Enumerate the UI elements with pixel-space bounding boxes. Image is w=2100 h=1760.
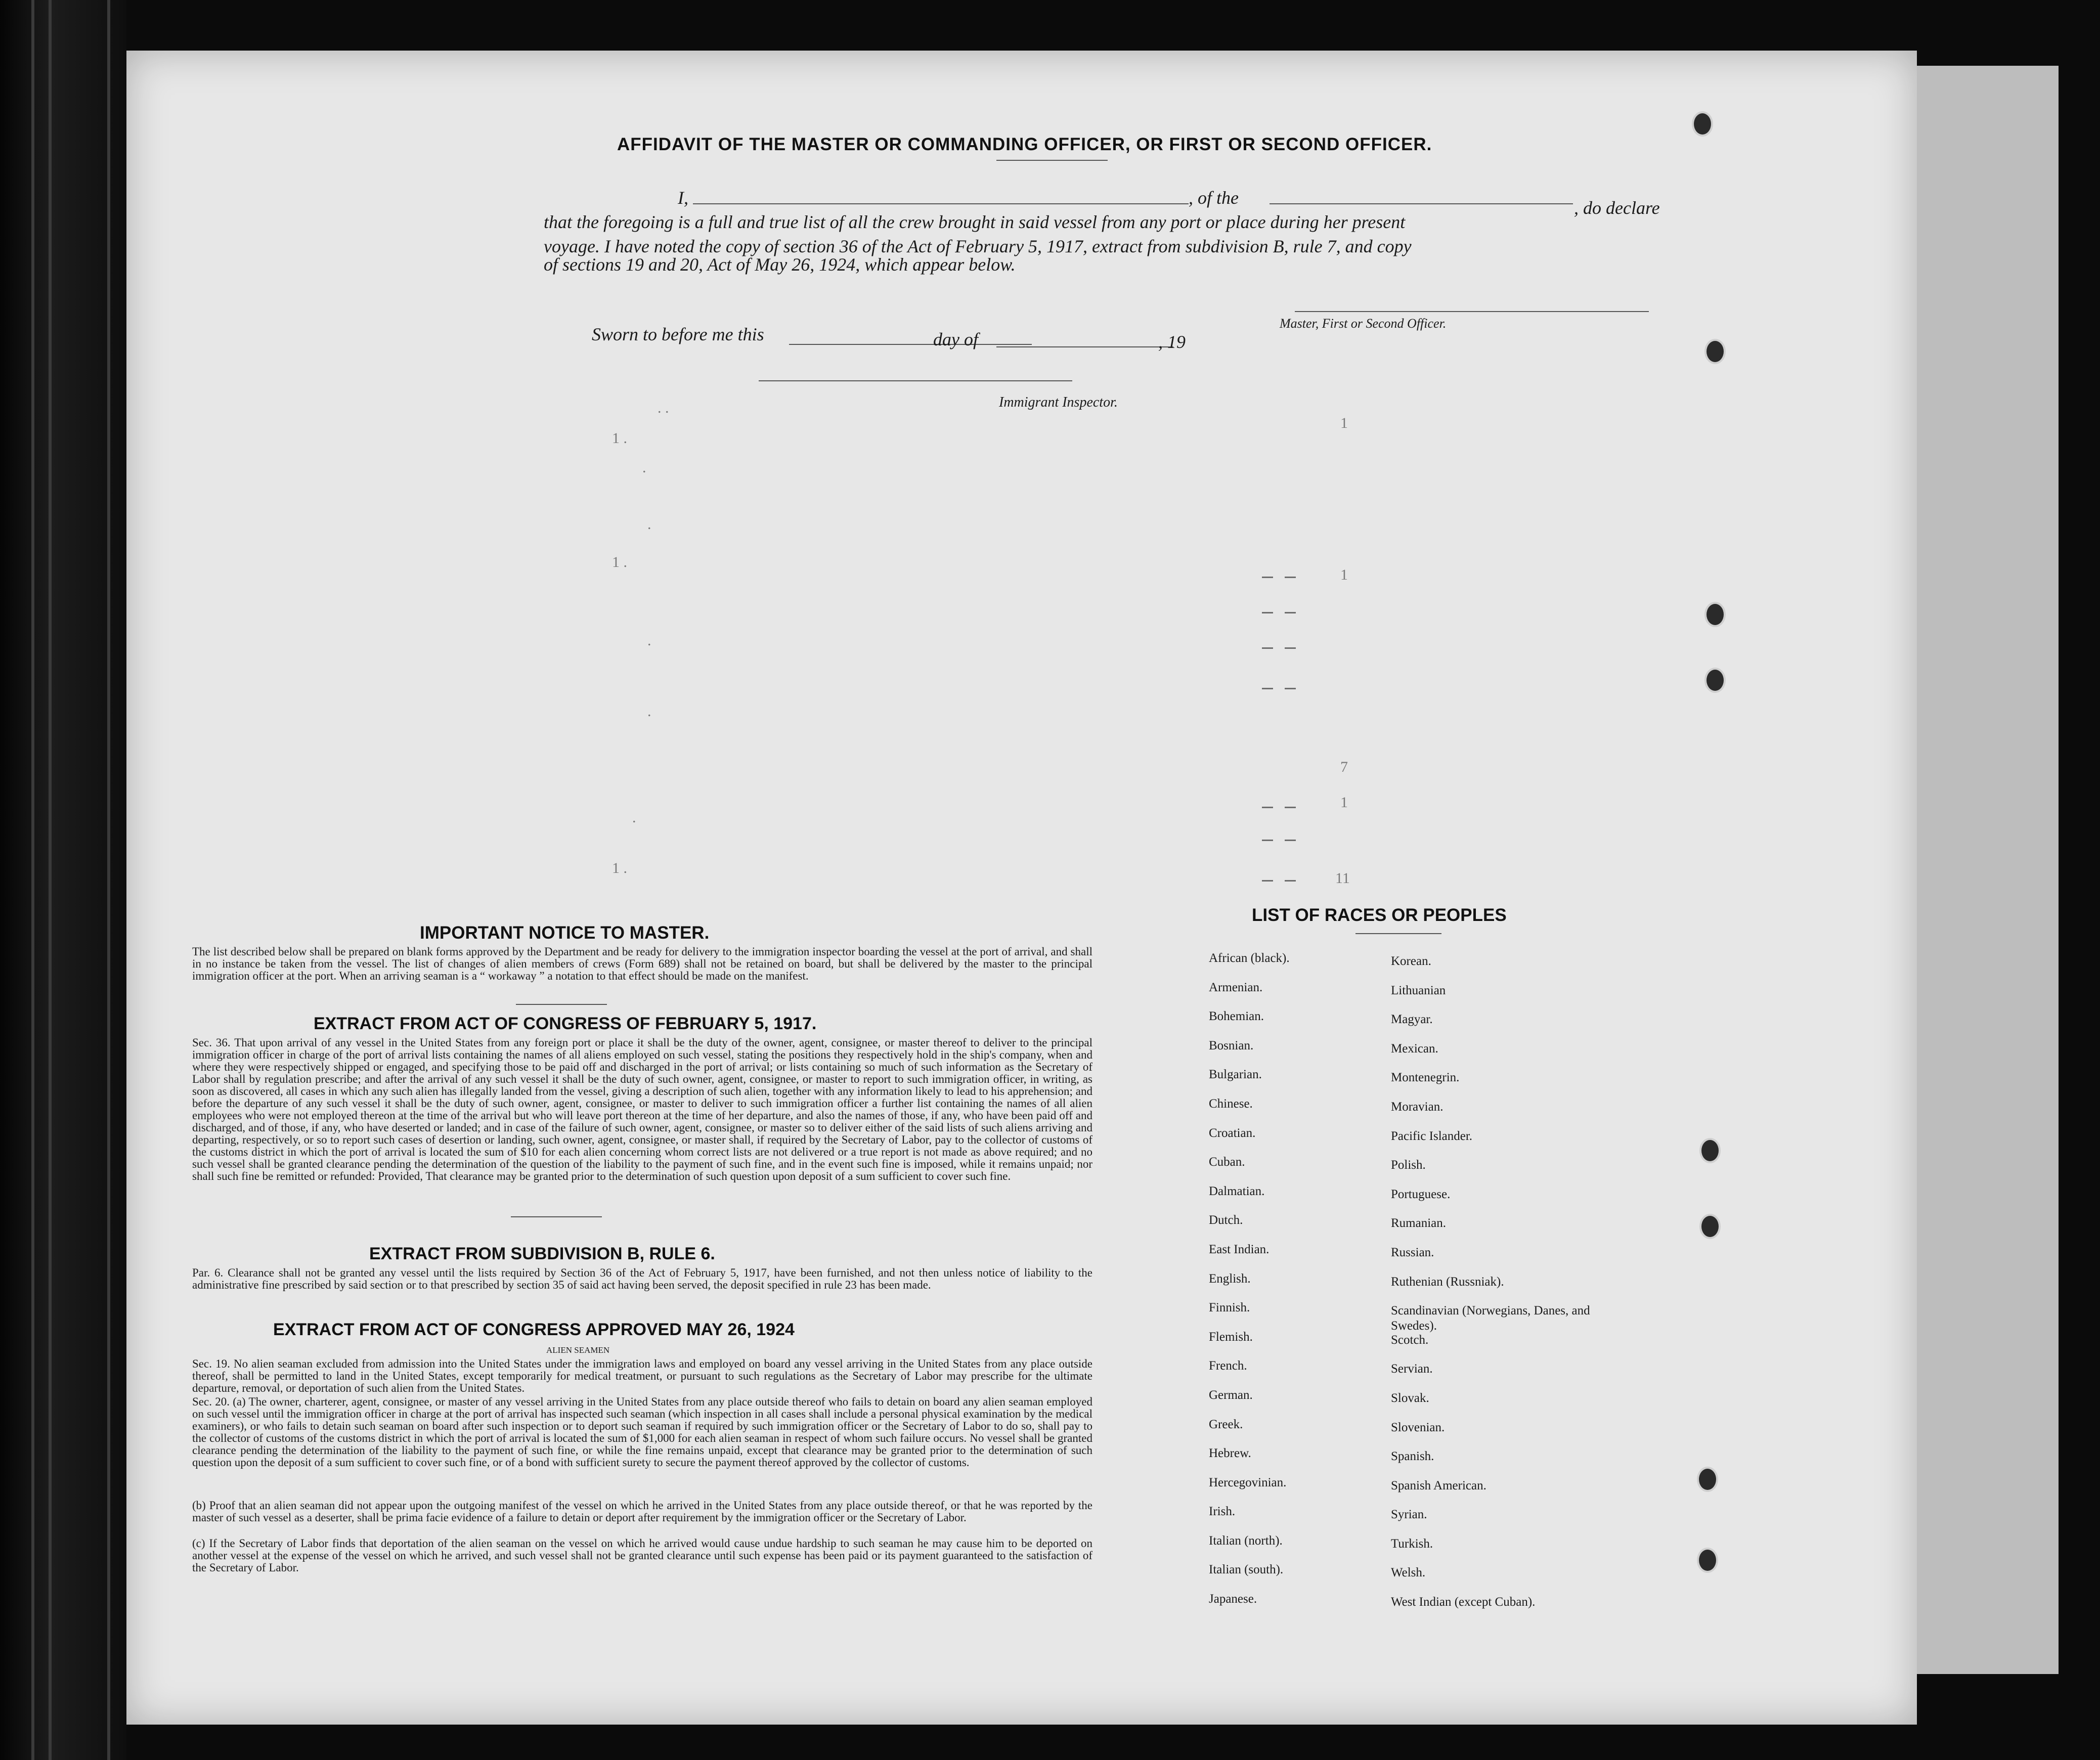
bleed-through-dash xyxy=(1285,612,1296,613)
bleed-through-mark: 1 xyxy=(1340,794,1348,811)
race-item: Syrian. xyxy=(1391,1508,1427,1522)
race-item: West Indian (except Cuban). xyxy=(1391,1595,1536,1609)
bleed-through-mark: 11 xyxy=(1335,870,1350,887)
race-item: Hebrew. xyxy=(1209,1446,1251,1461)
divider xyxy=(516,1004,607,1005)
punch-hole xyxy=(1697,1548,1718,1573)
manifest-back-page xyxy=(126,51,1917,1725)
race-item: Italian (south). xyxy=(1209,1563,1284,1577)
bleed-through-mark: 1 . xyxy=(612,860,627,876)
sworn-day-line xyxy=(789,344,1032,345)
race-item: Slovenian. xyxy=(1391,1420,1445,1434)
race-item: Rumanian. xyxy=(1391,1216,1447,1230)
race-item: Bosnian. xyxy=(1209,1038,1254,1052)
race-item: Japanese. xyxy=(1209,1592,1257,1606)
races-title: LIST OF RACES OR PEOPLES xyxy=(1252,905,1507,925)
race-item: Russian. xyxy=(1391,1245,1434,1259)
race-item: Hercegovinian. xyxy=(1209,1475,1287,1489)
bleed-through-dash xyxy=(1262,840,1273,841)
race-item: Portuguese. xyxy=(1391,1187,1451,1201)
punch-hole xyxy=(1704,602,1726,627)
race-item: Polish. xyxy=(1391,1158,1426,1172)
race-item: Dalmatian. xyxy=(1209,1184,1265,1198)
race-item: Croatian. xyxy=(1209,1126,1256,1140)
punch-hole xyxy=(1699,1138,1721,1163)
race-item: East Indian. xyxy=(1209,1242,1270,1256)
affidavit-line1-mid: , of the xyxy=(1189,188,1239,208)
officer-label: Master, First or Second Officer. xyxy=(1280,316,1447,331)
race-item: Ruthenian (Russniak). xyxy=(1391,1274,1504,1289)
bleed-through-mark: 1 . xyxy=(612,554,627,570)
race-item: Bulgarian. xyxy=(1209,1068,1262,1082)
affidavit-title: AFFIDAVIT OF THE MASTER OR COMMANDING OFFICER, OR FIRST OR SECOND OFFICER. xyxy=(617,135,1432,154)
race-item: Spanish American. xyxy=(1391,1478,1486,1492)
race-item: African (black). xyxy=(1209,951,1290,965)
divider xyxy=(511,1216,602,1217)
bleed-through-dash xyxy=(1285,647,1296,649)
race-item: Cuban. xyxy=(1209,1155,1245,1169)
binder-stitch-line xyxy=(31,0,34,1760)
bleed-through-dash xyxy=(1285,880,1296,882)
bleed-through-dash xyxy=(1285,840,1296,841)
bleed-through-mark: . xyxy=(632,809,636,826)
race-item: Scandinavian (Norwegians, Danes, and Swedes). xyxy=(1391,1304,1590,1333)
extract3-sec20c: (c) If the Secretary of Labor finds that deportation of the alien seaman on the vessel on which he arrived would cause undue hardship to such seaman he may cause him to be deported on another vessel at the expense of the vessel on which he arrived, and such vessel shall not be granted clearance until such expense has been paid or its payment guaranteed to the satisfaction of the Secretary of Labor. xyxy=(192,1537,1092,1574)
race-item: Flemish. xyxy=(1209,1330,1253,1344)
vessel-blank-line xyxy=(1270,203,1573,204)
bleed-through-mark: . xyxy=(642,459,646,476)
extract1-title: EXTRACT FROM ACT OF CONGRESS OF FEBRUARY 5, 1917. xyxy=(314,1014,817,1033)
race-item: Pacific Islander. xyxy=(1391,1129,1473,1143)
bleed-through-mark: . xyxy=(647,516,651,533)
bleed-through-mark: 1 . xyxy=(612,430,627,447)
race-item: Montenegrin. xyxy=(1391,1071,1460,1085)
bleed-through-mark: . xyxy=(647,632,651,649)
race-item: Finnish. xyxy=(1209,1301,1250,1315)
race-item: Spanish. xyxy=(1391,1449,1434,1464)
sworn-month-line xyxy=(996,346,1173,347)
race-item: English. xyxy=(1209,1271,1251,1286)
race-item: Irish. xyxy=(1209,1505,1236,1519)
bleed-through-dash xyxy=(1285,807,1296,808)
bleed-through-dash xyxy=(1262,577,1273,578)
bleed-through-dash xyxy=(1285,577,1296,578)
extract3-subtitle: ALIEN SEAMEN xyxy=(546,1345,610,1355)
bleed-through-dash xyxy=(1262,688,1273,689)
bleed-through-mark: 1 xyxy=(1340,415,1348,431)
bleed-through-mark: . xyxy=(647,703,651,720)
race-item: Greek. xyxy=(1209,1417,1243,1431)
race-item: Mexican. xyxy=(1391,1041,1438,1055)
punch-hole xyxy=(1704,339,1726,364)
sworn-end: , 19 xyxy=(1158,332,1186,352)
race-item: Italian (north). xyxy=(1209,1533,1283,1548)
extract3-title: EXTRACT FROM ACT OF CONGRESS APPROVED MAY 26, 1924 xyxy=(273,1320,795,1339)
divider xyxy=(996,160,1108,161)
name-blank-line xyxy=(693,203,1189,204)
affidavit-line1-start: I, xyxy=(678,188,688,208)
bleed-through-dash xyxy=(1262,807,1273,808)
race-item: Servian. xyxy=(1391,1362,1433,1376)
punch-hole xyxy=(1697,1467,1718,1492)
inspector-signature-line xyxy=(759,380,1072,381)
races-column-right xyxy=(1391,954,1603,1624)
officer-signature-line xyxy=(1295,311,1649,312)
race-item: German. xyxy=(1209,1388,1253,1402)
race-item: Moravian. xyxy=(1391,1099,1443,1114)
race-item: Scotch. xyxy=(1391,1333,1429,1347)
race-item: French. xyxy=(1209,1359,1247,1373)
bleed-through-dash xyxy=(1262,647,1273,649)
extract3-sec20b: (b) Proof that an alien seaman did not appear upon the outgoing manifest of the vessel on which he arrived in the United States from any place outside thereof, or that he was reported by the master of such vessel as a deserter, shall be prima facie evidence of a failure to detain or deport after requirement by the immigration officer or the Secretary of Labor. xyxy=(192,1499,1092,1524)
extract3-sec20a: Sec. 20. (a) The owner, charterer, agent, consignee, or master of any vessel arriving in the United States from any place outside thereof who fails to detain on board any alien seaman employed on such vessel until the immigration officer in charge at the port of arrival has inspected such seaman (which inspection in all cases shall include a personal physical examination by the medical examiners), or who fails to detain such seaman on board after such inspection or to deport such seaman if required by such immigration officer or the Secretary of Labor to do so, shall pay to the collector of customs of the customs district in which the port of arrival is located the sum of $1,000 for each alien seaman in respect of whom such failure occurs. No vessel shall be granted clearance pending the determination of the liability to the payment of such fine, or while the fine remains unpaid, except that clearance may be granted prior to the determination of such question upon the deposit of a sum sufficient to cover such fine, or of a bond with sufficient surety to secure the payment thereof approved by the collector of customs. xyxy=(192,1395,1092,1469)
race-item: Bohemian. xyxy=(1209,1009,1264,1024)
bleed-through-dash xyxy=(1262,880,1273,882)
punch-hole xyxy=(1704,668,1726,693)
affidavit-line3: voyage. I have noted the copy of section 36 of the Act of February 5, 1917, extract from subdivision B, rule 7, and copy xyxy=(544,236,1412,256)
extract2-title: EXTRACT FROM SUBDIVISION B, RULE 6. xyxy=(369,1244,715,1263)
race-item: Magyar. xyxy=(1391,1013,1433,1027)
race-item: Turkish. xyxy=(1391,1536,1433,1551)
punch-hole xyxy=(1692,111,1713,137)
race-item: Slovak. xyxy=(1391,1391,1429,1405)
binder-stitch-line xyxy=(107,0,110,1760)
punch-hole xyxy=(1699,1214,1721,1239)
race-item: Korean. xyxy=(1391,954,1431,968)
affidavit-line1-end: , do declare xyxy=(1574,198,1660,218)
race-item: Armenian. xyxy=(1209,980,1263,994)
bleed-through-mark: 7 xyxy=(1340,759,1348,775)
affidavit-line4: of sections 19 and 20, Act of May 26, 1924, which appear below. xyxy=(544,254,1016,275)
bleed-through-mark: . . xyxy=(658,400,669,416)
inspector-label: Immigrant Inspector. xyxy=(999,394,1118,410)
divider xyxy=(1355,933,1441,934)
extract1-text: Sec. 36. That upon arrival of any vessel in the United States from any foreign port or place it shall be the duty of the owner, agent, consignee, or master thereof to deliver to the principal immigration officer in charge of the port of arrival lists containing the names of all aliens employed on such vessel, stating the positions they respectively hold in the ship's company, when and where they were respectively shipped or engaged, and specifying those to be paid off and discharged in the port of arrival; or lists containing so much of such information as the Secretary of Labor shall by regulation prescribe; and after the arrival of any such vessel it shall be the duty of such owner, agent, consignee, or master to report to such immigration officer, in writing, as soon as discovered, all cases in which any such alien has illegally landed from the vessel, giving a description of such alien, together with any information likely to lead to his apprehension; and before the departure of any such vessel it shall be the duty of such owner, agent, consignee, or master to deliver to such immigration officer a further list containing the names of all alien employees who were not employed thereon at the time of the arrival but who will leave port thereon at the time of her departure, and also the names of those, if any, who have been paid off and discharged, and of those, if any, who have deserted or landed; and in case of the failure of such owner, agent, consignee, or master so to deliver either of the said lists of such aliens arriving and departing, respectively, or so to report such cases of desertion or landing, such owner, agent, consignee, or master shall, if required by the Secretary of Labor, pay to the collector of customs of the customs district in which the port of arrival is located the sum of $10 for each alien concerning whom correct lists are not delivered or a true report is not made as above required; and no such vessel shall be granted clearance pending the determination of the question of the liability to the payment of such fine, and in the event such fine is imposed, while it remains unpaid; nor shall such fine be remitted or refunded: Provided, That clearance may be granted prior to the determination of such question upon deposit of a sum sufficient to cover such fine. xyxy=(192,1036,1092,1182)
affidavit-line2: that the foregoing is a full and true list of all the crew brought in said vessel from any port or place during her present xyxy=(544,212,1406,232)
bleed-through-mark: 1 xyxy=(1340,566,1348,583)
bleed-through-dash xyxy=(1262,612,1273,613)
sworn-start: Sworn to before me this xyxy=(592,324,764,344)
notice-title: IMPORTANT NOTICE TO MASTER. xyxy=(420,923,710,943)
race-item: Welsh. xyxy=(1391,1566,1426,1580)
extract3-sec19: Sec. 19. No alien seaman excluded from admission into the United States under the immigration laws and employed on board any vessel arriving in the United States from any place outside thereof, shall be permitted to land in the United States, except temporarily for medical treatment, or pursuant to such regulations as the Secretary of Labor may prescribe for the ultimate departure, removal, or deportation of such alien from the United States. xyxy=(192,1357,1092,1394)
bleed-through-dash xyxy=(1285,688,1296,689)
races-column-left xyxy=(1209,951,1401,1621)
sworn-mid: day of xyxy=(933,329,978,349)
extract2-text: Par. 6. Clearance shall not be granted any vessel until the lists required by Section 36 of the Act of February 5, 1917, have been furnished, and not then unless notice of liability to the administrative fine prescribed by said section or to that prescribed by section 35 of said act having been served, the deposit specified in rule 23 has been made. xyxy=(192,1266,1092,1291)
race-item: Lithuanian xyxy=(1391,983,1446,997)
notice-text: The list described below shall be prepared on blank forms approved by the Department and be ready for delivery to the immigration inspector boarding the vessel at the port of arrival, and shall in no instance be taken from the vessel. The list of changes of alien members of crews (Form 689) shall not be retained on board, but shall be delivered by the master to the principal immigration officer at the port. When an arriving seaman is a “ workaway ” a notation to that effect should be made on the manifest. xyxy=(192,945,1092,982)
race-item: Dutch. xyxy=(1209,1213,1243,1227)
binder-stitch-line xyxy=(49,0,52,1760)
race-item: Chinese. xyxy=(1209,1096,1253,1111)
